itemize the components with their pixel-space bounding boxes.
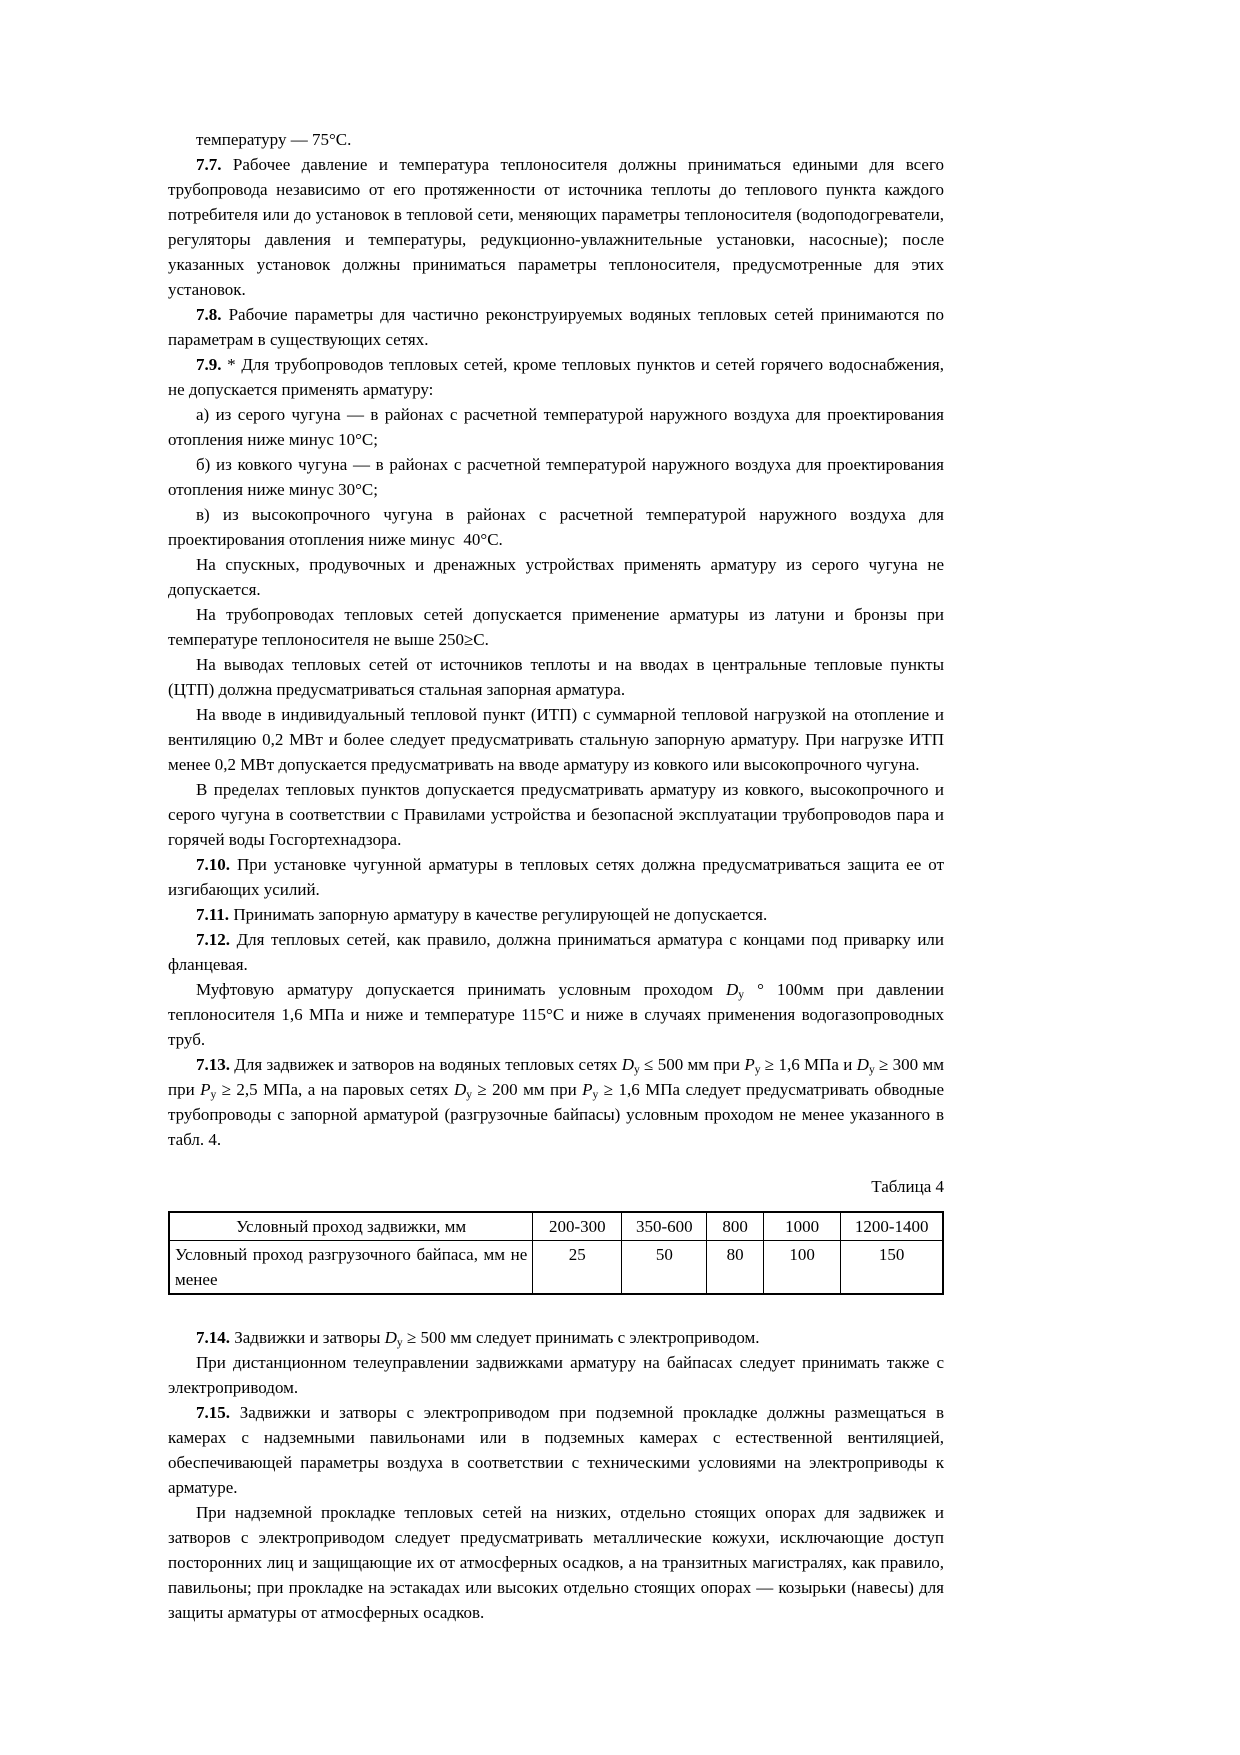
paragraph-ctp: На выводах тепловых сетей от источников теплоты и на вводах в центральные тепловые пункты (ЦТП) должна предусматриваться стальная запорная арматура. (168, 655, 944, 699)
table-4 (168, 1211, 944, 1295)
paragraph-7-10: 7.10. При установке чугунной арматуры в тепловых сетях должна предусматриваться защита ее от изгибающих усилий. (168, 855, 944, 899)
paragraph-7-9-b: б) из ковкого чугуна — в районах с расчетной температурой наружного воздуха для проектирования отопления ниже минус 30°С; (168, 455, 944, 499)
table-row (169, 1212, 943, 1241)
table-cell: Условный проход задвижки, мм (169, 1212, 533, 1241)
paragraph-remote-control: При дистанционном телеуправлении задвижками арматуру на байпасах следует принимать также с электроприводом. (168, 1353, 944, 1397)
table-cell: 50 (622, 1241, 707, 1295)
paragraph-7-8: 7.8. Рабочие параметры для частично реконструируемых водяных тепловых сетей принимаются по параметрам в существующих сетях. (168, 305, 944, 349)
table-cell: 1200-1400 (841, 1212, 943, 1241)
table-caption: Таблица 4 (871, 1177, 944, 1196)
paragraph-7-14: 7.14. Задвижки и затворы $D_у \ge 500$ мм следует принимать с электроприводом. (196, 1328, 760, 1349)
paragraph-7-9: 7.9. * Для трубопроводов тепловых сетей, кроме тепловых пунктов и сетей горячего водоснабжения, не допускается применять арматуру: (168, 355, 944, 399)
paragraph-7-12: 7.12. Для тепловых сетей, как правило, должна приниматься арматура с концами под приварку или фланцевая. (168, 930, 944, 974)
paragraph-continuation: температуру — 75°С. (196, 130, 352, 149)
table-cell: 800 (707, 1212, 764, 1241)
table-cell: 1000 (763, 1212, 840, 1241)
paragraph-drain-fittings: На спускных, продувочных и дренажных устройствах применять арматуру из серого чугуна не допускается. (168, 555, 944, 599)
paragraph-heat-points: В пределах тепловых пунктов допускается предусматривать арматуру из ковкого, высокопрочного и серого чугуна в соответствии с Правилами устройства и безопасной эксплуатации трубопроводов пара и горячей воды Госгортехнадзора. (168, 780, 944, 849)
table-cell: 350-600 (622, 1212, 707, 1241)
paragraph-above-ground: При надземной прокладке тепловых сетей на низких, отдельно стоящих опорах для задвижек и затворов с электроприводом следует предусматривать металлические кожухи, исключающие доступ посторонних лиц и защищающие их от атмосферных осадков, а на транзитных магистралях, как правило, павильоны; при прокладке на эстакадах или высоких отдельно стоящих опорах — козырьки (навесы) для защиты арматуры от атмосферных осадков. (168, 1503, 944, 1622)
paragraph-muft: Муфтовую арматуру допускается принимать условным проходом $D_у$ ° 100мм при давлении теплоносителя 1,6 МПа и ниже и температуре 115°С и ниже в случаях применения водогазопроводных труб. (168, 980, 944, 1049)
document-content (168, 127, 944, 1625)
paragraph-7-9-a: а) из серого чугуна — в районах с расчетной температурой наружного воздуха для проектирования отопления ниже минус 10°С; (168, 405, 944, 449)
table-row (169, 1241, 943, 1295)
paragraph-7-15: 7.15. Задвижки и затворы с электроприводом при подземной прокладке должны размещаться в камерах с надземными павильонами или в подземных камерах с естественной вентиляцией, обеспечивающей параметры воздуха в соответствии с техническими условиями на электроприводы к арматуре. (168, 1403, 944, 1497)
paragraph-7-9-v: в) из высокопрочного чугуна в районах с расчетной температурой наружного воздуха для проектирования отопления ниже минус 40°С. (168, 505, 944, 549)
paragraph-7-11: 7.11. Принимать запорную арматуру в качестве регулирующей не допускается. (196, 905, 768, 924)
paragraph-7-7: 7.7. Рабочее давление и температура теплоносителя должны приниматься едиными для всего трубопровода независимо от его протяженности от источника теплоты до теплового пункта каждого потребителя или до установок в тепловой сети, меняющих параметры теплоносителя (водоподогреватели, регуляторы давления и температуры, редукционно-увлажнительные установки, насосные); после указанных установок должны приниматься параметры теплоносителя, предусмотренные для этих установок. (168, 155, 944, 299)
table-cell: 100 (763, 1241, 840, 1295)
paragraph-7-13: 7.13. Для задвижек и затворов на водяных тепловых сетях $D_у \le 500$ мм при $P_у \ge 1,6$ МПа и $D_у \ge 300$ мм при $P_у \ge 2,5$ МПа, а на паровых сетях $D_у \ge 200$ мм при $P_у \ge 1,6$ МПа следует предусматривать обводные трубопроводы с запорной арматурой (разгрузочные байпасы) условным проходом не менее указанного в табл. 4. (168, 1055, 945, 1149)
paragraph-itp: На вводе в индивидуальный тепловой пункт (ИТП) с суммарной тепловой нагрузкой на отопление и вентиляцию 0,2 МВт и более следует предусматривать стальную запорную арматуру. При нагрузке ИТП менее 0,2 МВт допускается предусматривать на вводе арматуру из ковкого или высокопрочного чугуна. (168, 705, 944, 774)
table-cell: 25 (533, 1241, 622, 1295)
table-cell: Условный проход разгрузочного байпаса, мм не менее (169, 1241, 533, 1295)
paragraph-brass-bronze: На трубопроводах тепловых сетей допускается применение арматуры из латуни и бронзы при температуре теплоносителя не выше 250≥С. (168, 605, 944, 649)
table-cell: 200-300 (533, 1212, 622, 1241)
table-cell: 80 (707, 1241, 764, 1295)
table-cell: 150 (841, 1241, 943, 1295)
